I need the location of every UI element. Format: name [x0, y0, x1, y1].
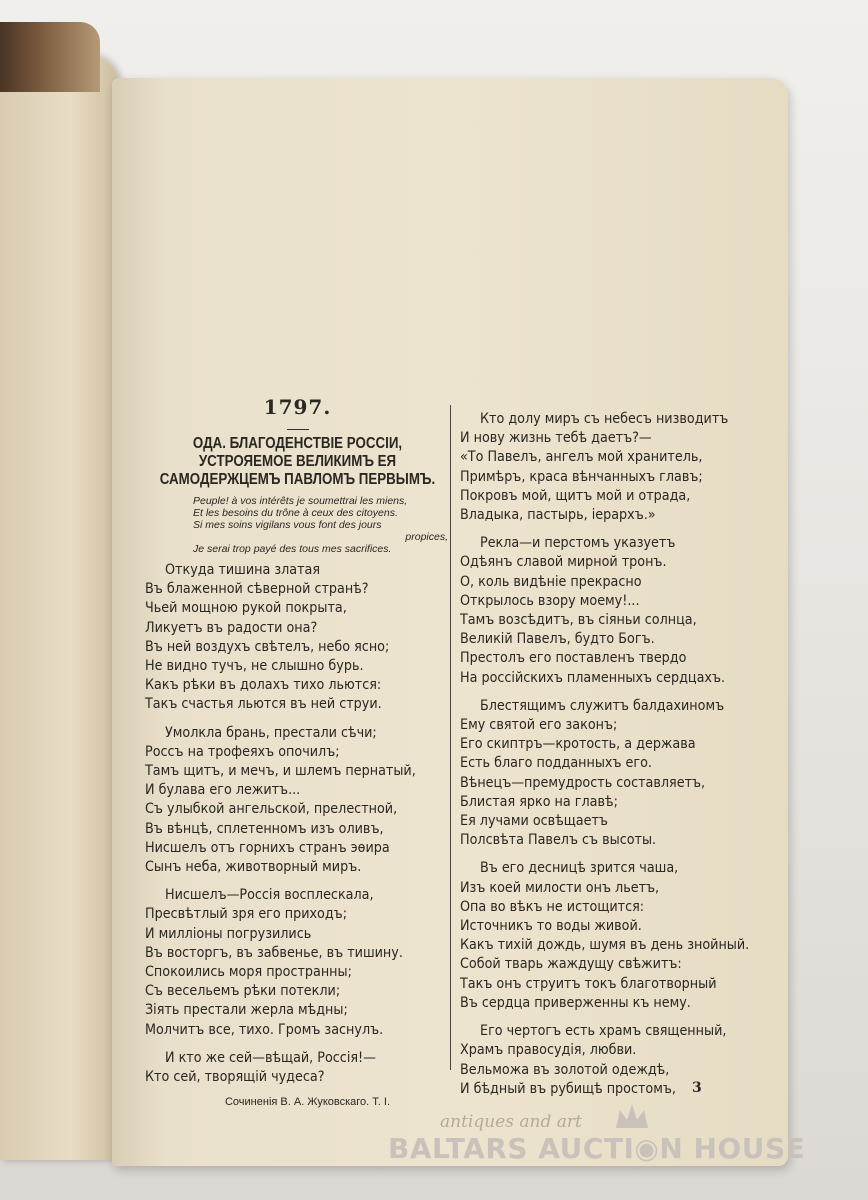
- poem-year: 1797.: [263, 395, 332, 419]
- verse-line: Какъ рѣки въ долахъ тихо льются:: [145, 677, 382, 694]
- title-line: УСТРОЯЕМОЕ ВЕЛИКИМЪ ЕЯ: [198, 453, 397, 470]
- watermark-brand: BALTARS AUCTI◉N HOUSE: [388, 1132, 806, 1165]
- crown-icon: [612, 1100, 652, 1134]
- verse-line: Источникъ то воды живой.: [460, 918, 642, 935]
- left-stanzas: [145, 561, 450, 1087]
- verse-line: Великій Павелъ, будто Богъ.: [460, 631, 655, 648]
- verse-line: Его чертогъ есть храмъ священный,: [480, 1023, 727, 1040]
- verse-line: Чьей мощною рукой покрыта,: [145, 600, 347, 617]
- verse-line: И нову жизнь тебѣ даетъ?—: [460, 430, 652, 447]
- verse-line: Молчитъ все, тихо. Громъ заснулъ.: [145, 1021, 384, 1038]
- verse-line: Его скиптръ—кротость, а держава: [460, 736, 696, 753]
- book-spine: [0, 22, 100, 92]
- verse-line: Съ улыбкой ангельской, прелестной,: [145, 801, 398, 818]
- volume-footer: Сочиненія В. А. Жуковскаго. Т. I.: [224, 1096, 391, 1109]
- verse-line: Не видно тучъ, не слышно бурь.: [145, 658, 364, 675]
- verse-line: Владыка, пастырь, іерархъ.»: [460, 507, 656, 524]
- verse-line: Пресвѣтлый зря его приходъ;: [145, 906, 347, 923]
- verse-line: Кто сей, творящій чудеса?: [145, 1069, 325, 1086]
- verse-line: Открылось взору моему!...: [460, 592, 640, 609]
- stanza: [145, 724, 450, 878]
- verse-line: Кто долу миръ съ небесъ низводитъ: [480, 411, 729, 427]
- stanza: [460, 859, 760, 1013]
- verse-line: Полсвѣта Павелъ съ высоты.: [460, 832, 657, 849]
- epigraph-line: propices,: [405, 531, 448, 543]
- stanza: [460, 534, 760, 688]
- verse-line: Въ сердца приверженны къ нему.: [460, 994, 691, 1011]
- epigraph-line: Si mes soins vigilans vous font des jours: [193, 519, 382, 531]
- verse-line: Храмъ правосудія, любви.: [460, 1042, 637, 1059]
- verse-line: Покровъ мой, щитъ мой и отрада,: [460, 487, 691, 504]
- verse-line: Опа во вѣкъ не истощится:: [460, 898, 645, 915]
- verse-line: Ея лучами освѣщаетъ: [460, 813, 608, 830]
- verse-line: Сынъ неба, животворный миръ.: [145, 859, 362, 876]
- left-column: [145, 395, 450, 1108]
- verse-line: «То Павелъ, ангелъ мой хранитель,: [460, 449, 703, 466]
- verse-line: Въ ней воздухъ свѣтелъ, небо ясно;: [145, 638, 390, 655]
- verse-line: Въ его десницѣ зрится чаша,: [480, 860, 679, 877]
- epigraph-line: Peuple! à vos intérêts je soumettrai les miens,: [193, 495, 408, 507]
- stanza: [460, 410, 760, 525]
- verse-line: И бѣдный въ рубищѣ простомъ,: [460, 1080, 676, 1097]
- right-column: [460, 410, 760, 1108]
- verse-line: Россъ на трофеяхъ опочилъ;: [145, 743, 340, 760]
- verse-line: Ему святой его законъ;: [460, 717, 618, 734]
- left-book-page: [0, 55, 118, 1160]
- verse-line: Тамъ возсѣдитъ, въ сіяньи солнца,: [460, 612, 697, 629]
- poem-title: [149, 435, 446, 489]
- epigraph-line: Et les besoins du trône à ceux des citoyens.: [193, 507, 398, 519]
- verse-line: Зіять престали жерла мѣдны;: [145, 1002, 348, 1019]
- verse-line: Престолъ его поставленъ твердо: [460, 650, 687, 667]
- verse-line: Есть благо подданныхъ его.: [460, 755, 652, 772]
- verse-line: Собой тварь жаждущу свѣжитъ:: [460, 956, 682, 973]
- stanza: [145, 561, 450, 715]
- verse-line: Спокоились моря пространны;: [145, 964, 352, 981]
- title-line: ОДА. БЛАГОДЕНСТВІЕ РОССІИ,: [192, 435, 403, 452]
- verse-line: Въ восторгъ, въ забвенье, въ тишину.: [145, 944, 403, 961]
- verse-line: Ликуетъ въ радости она?: [145, 619, 318, 636]
- verse-line: Откуда тишина златая: [165, 562, 321, 578]
- watermark-tagline: antiques and art: [440, 1112, 582, 1132]
- verse-line: Блестящимъ служитъ балдахиномъ: [480, 697, 725, 714]
- epigraph-line: Je serai trop payé des tous mes sacrifices.: [193, 543, 392, 555]
- verse-line: И кто же сей—вѣщай, Россія!—: [165, 1049, 376, 1066]
- verse-line: И булава его лежитъ...: [145, 782, 301, 799]
- verse-line: Примѣръ, краса вѣнчанныхъ главъ;: [460, 468, 703, 485]
- right-stanzas: [460, 410, 760, 1099]
- verse-line: Съ веселье​мъ рѣки потекли;: [145, 983, 341, 1000]
- verse-line: На россійскихъ пламенныхъ сердцахъ.: [460, 669, 726, 686]
- verse-line: О, коль видѣніе прекрасно: [460, 573, 642, 590]
- verse-line: И милліоны погрузились: [145, 925, 312, 942]
- stanza: [460, 697, 760, 851]
- verse-line: Одѣянъ славой мирной тронъ.: [460, 554, 667, 571]
- epigraph: [145, 495, 450, 555]
- verse-line: Нисшелъ отъ горнихъ странъ эѳира: [145, 839, 390, 856]
- verse-line: Такъ счастья льются въ ней струи.: [145, 696, 382, 713]
- title-line: САМОДЕРЖЦЕМЪ ПАВЛОМЪ ПЕРВЫМЪ.: [159, 471, 436, 488]
- page-number: 3: [692, 1080, 702, 1096]
- verse-line: Блистая ярко на главѣ;: [460, 793, 618, 810]
- stanza: [460, 1022, 760, 1099]
- verse-line: Тамъ щитъ, и мечъ, и шлемъ пернатый,: [145, 763, 416, 780]
- verse-line: Вельможа въ золотой одеждѣ,: [460, 1061, 670, 1078]
- verse-line: Вѣнецъ—премудрость составляетъ,: [460, 774, 706, 791]
- stanza: [145, 886, 450, 1040]
- verse-line: Рекла—и перстомъ указуетъ: [480, 535, 676, 552]
- verse-line: Изъ коей милости онъ льетъ,: [460, 879, 660, 896]
- stanza: [145, 1049, 450, 1087]
- verse-line: Нисшелъ—Россія восплескала,: [165, 887, 374, 904]
- verse-line: Такъ онъ струитъ токъ благотворный: [460, 975, 717, 992]
- column-divider: [450, 405, 451, 1070]
- verse-line: Въ вѣнцѣ, сплетенномъ изъ оливъ,: [145, 820, 384, 837]
- verse-line: Какъ тихій дождь, шумя въ день знойный.: [460, 937, 750, 954]
- verse-line: Умолкла брань, престали сѣчи;: [165, 724, 377, 741]
- title-rule: [287, 429, 309, 430]
- verse-line: Въ блаженной сѣверной странѣ?: [145, 581, 369, 598]
